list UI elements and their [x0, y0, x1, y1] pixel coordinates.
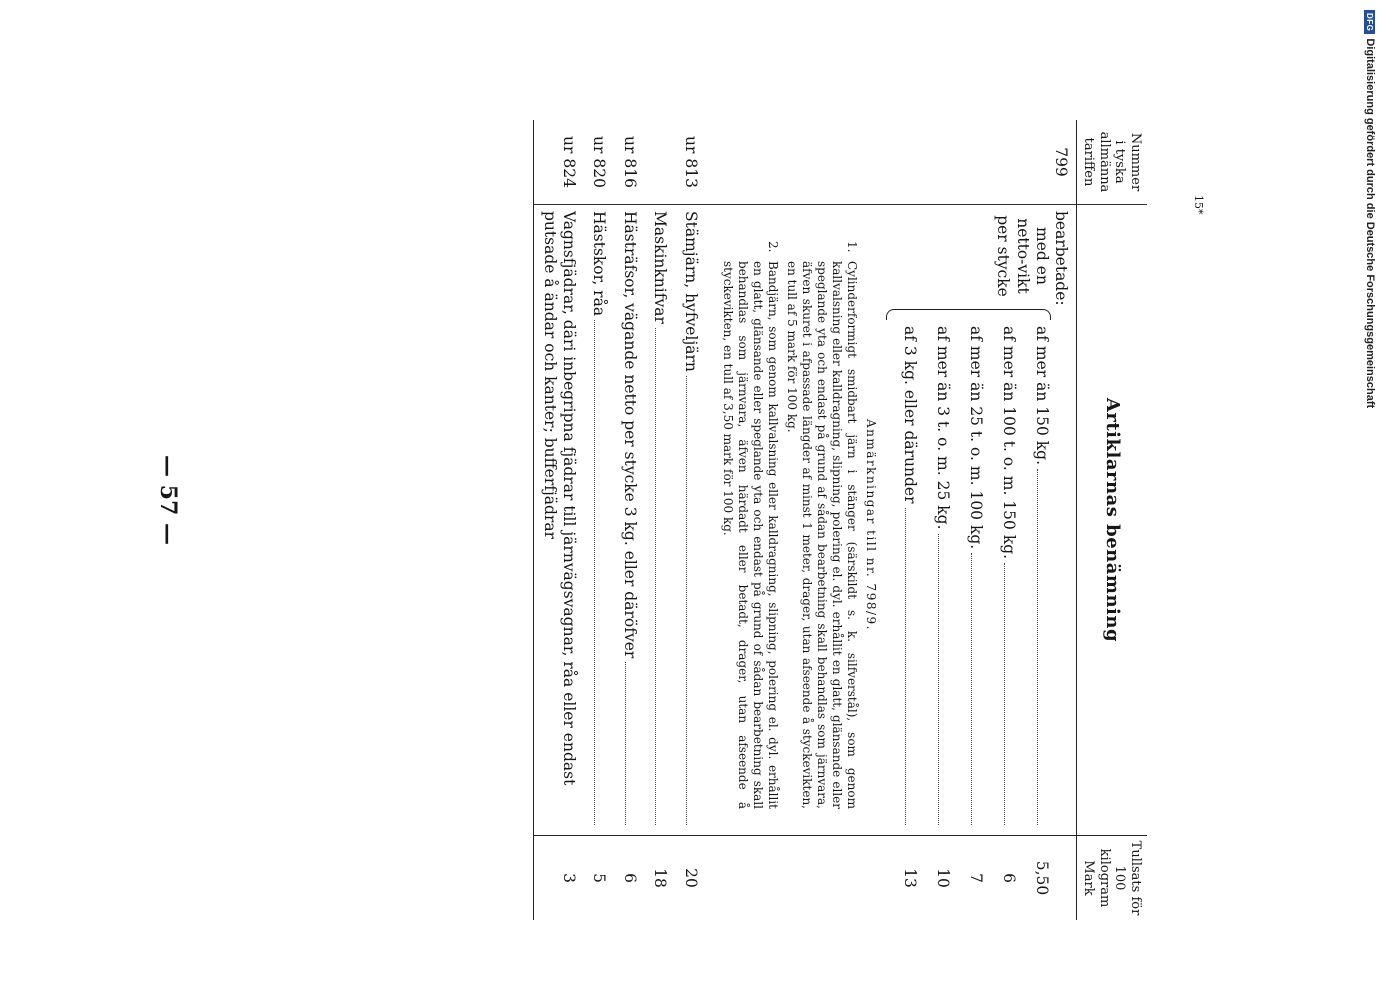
row-number: [645, 120, 676, 205]
row-number: 799: [706, 120, 1076, 205]
rate-value: 13: [900, 868, 919, 888]
rate-value: 5: [584, 836, 615, 921]
dot-leader: [686, 376, 687, 825]
table-row: [584, 120, 615, 920]
dfg-logo: DFG: [1365, 10, 1376, 34]
remark: 1. Cylinderformigt smidbart järn i stänger (särskildt s. k. silfverstål), som genom kallvalsning eller kalldragning, slipning, polering el. dyl. erhållit en glatt, glänsande eller speglande yta och endast på grund af sådan bearbetning skall behandlas som järnvara, äfven skuret i afpassade längder af minst 1 meter, drager, utan afseende å styckevikten, en tull af 5 mark för 100 kg.: [785, 241, 860, 809]
dot-leader: [971, 553, 972, 825]
row-description: [706, 205, 1076, 836]
rate-value: 6: [999, 873, 1018, 883]
row-description: Vagnsfjädrar, däri inbegripna fjädrar till järnvägsvagnar, råa eller endast putsade å ändar och kanter; bufferfjädrar: [534, 205, 584, 836]
table-row-799: [706, 120, 1076, 920]
weight-item: af mer än 150 kg.: [1018, 326, 1051, 829]
rate-value: 18: [645, 836, 676, 921]
dot-leader: [1004, 563, 1005, 825]
credit-text: Digitalisierung gefördert durch die Deutsche Forschungsgemeinschaft: [1364, 38, 1376, 409]
weight-item: af mer än 3 t. o. m. 25 kg.: [919, 326, 952, 829]
weight-group-label: med en netto-vikt per stycke: [994, 215, 1052, 297]
weight-item: af 3 kg. eller därunder: [886, 326, 919, 829]
dot-leader: [1037, 469, 1038, 825]
row-number: ur 813: [675, 120, 706, 205]
row-number: ur 820: [584, 120, 615, 205]
rate-value: 5,50: [1032, 860, 1051, 896]
row-799-heading: bearbetade:: [1051, 211, 1070, 306]
weight-group: [886, 211, 1051, 829]
row-description: Maskinknifvar: [645, 205, 676, 836]
weight-items: [886, 326, 1051, 829]
remarks: [712, 211, 886, 829]
dot-leader: [938, 534, 939, 826]
tariff-table: [533, 120, 1147, 920]
rate-value: 7: [966, 873, 985, 883]
table-row: [645, 120, 676, 920]
page-number: — 57 —: [155, 455, 181, 545]
row-description: Hästskor, råa: [584, 205, 615, 836]
digitization-credit: [1364, 10, 1376, 408]
remark: 2. Bandjärn, som genom kallvalsning eller kalldragning, slipning, polering el. dyl. erhållit en glatt, glänsande eller speglande yta och endast på grund of sådan bearbetning skall behandlas som järnvara, äfven härdadt eller betadt, drager, utan afseende å styckevikten, en tull af 3,50 mark för 100 kg.: [721, 241, 781, 809]
table-row: [534, 120, 584, 920]
table-header: [1076, 120, 1147, 920]
header-artikel: Artiklarnas benämning: [1076, 205, 1147, 836]
header-nummer: Nummer i tyska allmänna tariffen: [1076, 120, 1147, 205]
dot-leader: [655, 328, 656, 825]
dot-leader: [625, 662, 626, 825]
brace: [886, 309, 1051, 320]
weight-item: af mer än 100 t. o. m. 150 kg.: [985, 326, 1018, 829]
dot-leader: [594, 320, 595, 825]
row-rates: [706, 836, 1076, 921]
remarks-title: Anmärkningar till nr. 798/9.: [864, 419, 879, 631]
header-tullsats: Tullsats för 100 kilogram Mark: [1076, 836, 1147, 921]
row-number: ur 824: [534, 120, 584, 205]
rate-value: 6: [614, 836, 645, 921]
scanned-page: [45, 30, 1225, 970]
row-description: Hästräfsor, vägande netto per stycke 3 kg. eller däröfver: [614, 205, 645, 836]
rate-value: 20: [675, 836, 706, 921]
dot-leader: [905, 508, 906, 825]
rate-value: 10: [933, 868, 952, 888]
row-description: Stämjärn, hyfveljärn: [675, 205, 706, 836]
printer-signature: 15*: [1192, 195, 1205, 215]
row-number: ur 816: [614, 120, 645, 205]
weight-item: af mer än 25 t. o. m. 100 kg.: [952, 326, 985, 829]
rate-value: 3: [534, 836, 584, 921]
table-row: [614, 120, 645, 920]
table-row: [675, 120, 706, 920]
